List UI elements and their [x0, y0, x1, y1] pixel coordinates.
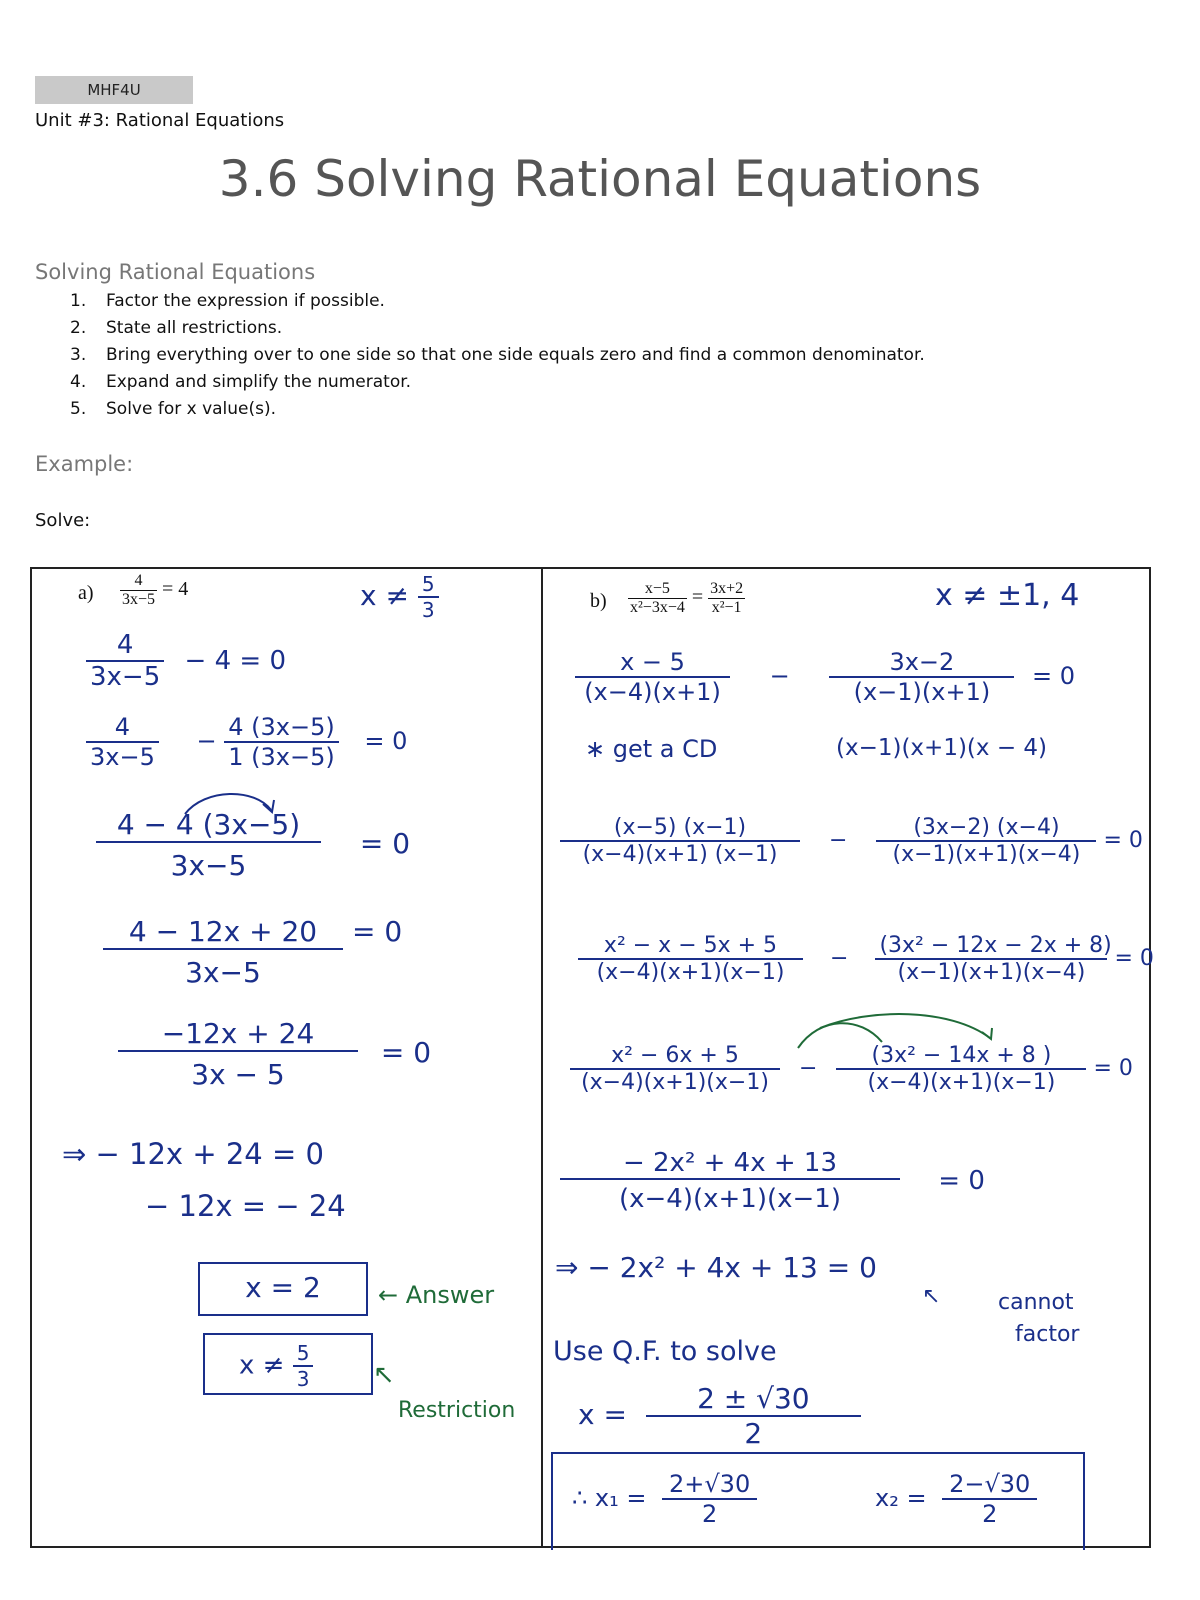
part-a-step-2 — [86, 713, 407, 771]
step-number: 4. — [70, 372, 87, 392]
step-denominator: 3x−5 — [90, 662, 161, 692]
step-equals: = 0 — [1103, 828, 1143, 853]
step-denominator-2: (x−1)(x+1) — [853, 678, 991, 706]
step-denominator: (x−4)(x+1)(x−1) — [581, 1070, 769, 1095]
cannot-factor-arrow: ↖ — [922, 1284, 941, 1309]
x-denominator: 2 — [744, 1417, 763, 1450]
step-text: Bring everything over to one side so that one side equals zero and find a common denominator. — [106, 345, 925, 365]
step-denominator: (x−4)(x+1) — [584, 678, 721, 706]
answer-note: ← Answer — [378, 1281, 495, 1309]
part-a-step-4-equals: = 0 — [352, 915, 403, 948]
part-b-step-5 — [560, 1148, 985, 1214]
part-a-step-3 — [96, 808, 410, 882]
step-numerator: 4 — [86, 630, 164, 662]
step-equals: = 0 — [359, 827, 411, 860]
part-b-restriction: x ≠ ±1, 4 — [935, 578, 1080, 613]
part-b-step-4 — [570, 1043, 1133, 1095]
problem-rhs-denominator: x²−1 — [711, 599, 742, 616]
final-x2 — [875, 1470, 1037, 1528]
step-denominator: (x−4)(x+1)(x−1) — [618, 1184, 841, 1214]
restriction-arrow: ↖ — [373, 1360, 395, 1390]
step-denominator-2: (x−1)(x+1)(x−4) — [892, 842, 1081, 867]
x-lhs: x = — [578, 1398, 627, 1431]
step-numerator: 4 — [86, 713, 159, 743]
part-a-step-7: − 12x = − 24 — [145, 1189, 346, 1223]
step-equals: = 0 — [938, 1165, 985, 1196]
restriction-denominator: 3 — [421, 598, 435, 622]
step-denominator-2: (x−4)(x+1)(x−1) — [867, 1070, 1056, 1095]
step-numerator: 4 − 4 (3x−5) — [96, 808, 321, 843]
restriction-note: Restriction — [398, 1398, 516, 1423]
restriction-box-numerator: 5 — [293, 1341, 314, 1367]
unit-title: Unit #3: Rational Equations — [35, 110, 285, 131]
part-b-cd-note: ∗ get a CD — [585, 735, 718, 763]
problem-denominator: 3x−5 — [122, 591, 156, 608]
procedure-steps — [70, 288, 925, 423]
step-numerator-2: 3x−2 — [829, 648, 1014, 678]
part-a-label: a) — [78, 582, 94, 604]
step-equals: = 0 — [1093, 1056, 1133, 1081]
step-equals: = 0 — [1114, 946, 1154, 971]
cannot-factor-note-2: factor — [1015, 1322, 1080, 1347]
part-b-step-3 — [578, 933, 1154, 985]
step-minus: − — [196, 727, 217, 755]
step-text: State all restrictions. — [106, 318, 283, 338]
step-number: 3. — [70, 345, 87, 365]
part-a-step-1 — [86, 630, 286, 692]
step-numerator: −12x + 24 — [118, 1017, 358, 1052]
page-title: 3.6 Solving Rational Equations — [218, 150, 982, 208]
step-denominator-2: 1 (3x−5) — [228, 743, 335, 771]
part-b-step-2 — [560, 815, 1143, 867]
step-text: Expand and simplify the numerator. — [106, 372, 412, 392]
solve-label: Solve: — [35, 510, 91, 531]
step-item — [70, 369, 925, 396]
part-b-step-6: ⇒ − 2x² + 4x + 13 = 0 — [555, 1251, 877, 1284]
step-rest: − 4 = 0 — [184, 645, 286, 676]
step-numerator: x² − 6x + 5 — [570, 1043, 780, 1070]
step-minus: − — [830, 946, 849, 971]
step-numerator: − 2x² + 4x + 13 — [560, 1148, 900, 1180]
step-numerator: x − 5 — [575, 648, 730, 678]
part-a-step-5 — [118, 1017, 431, 1091]
step-text: Factor the expression if possible. — [106, 291, 385, 311]
step-equals: = 0 — [380, 1036, 432, 1069]
step-numerator-2: (3x−2) (x−4) — [876, 815, 1096, 842]
step-numerator-2: (3x² − 12x − 2x + 8) — [875, 933, 1107, 960]
step-numerator-2: 4 (3x−5) — [224, 713, 338, 743]
step-denominator-2: (x−1)(x+1)(x−4) — [897, 960, 1086, 985]
problem-lhs-numerator: x−5 — [628, 580, 687, 599]
problem-rhs-numerator: 3x+2 — [710, 580, 744, 597]
restriction-box-text: x ≠ — [239, 1350, 285, 1381]
restriction-numerator: 5 — [418, 572, 439, 598]
part-b-quadratic-formula — [578, 1382, 861, 1450]
column-divider — [541, 567, 543, 1548]
problem-lhs-denominator: x²−3x−4 — [630, 599, 685, 616]
part-b-problem — [628, 580, 745, 617]
x2-lhs: x₂ = — [875, 1484, 927, 1512]
x2-denominator: 2 — [982, 1500, 998, 1528]
x2-numerator: 2−√30 — [942, 1470, 1037, 1500]
step-item — [70, 288, 925, 315]
qf-note: Use Q.F. to solve — [553, 1336, 777, 1367]
restriction-box — [203, 1333, 373, 1395]
step-minus: − — [829, 828, 848, 853]
part-b-label: b) — [590, 590, 607, 612]
step-denominator: 3x−5 — [90, 743, 155, 771]
distribute-arrow-2 — [820, 1014, 990, 1038]
cannot-factor-note-1: cannot — [998, 1290, 1074, 1315]
step-numerator: x² − x − 5x + 5 — [578, 933, 803, 960]
step-denominator: (x−4)(x+1) (x−1) — [582, 842, 778, 867]
step-text: Solve for x value(s). — [106, 399, 277, 419]
step-item — [70, 396, 925, 423]
x1-numerator: 2+√30 — [662, 1470, 757, 1500]
problem-equals: = — [691, 586, 704, 609]
step-number: 2. — [70, 318, 87, 338]
step-numerator: 4 − 12x + 20 — [103, 915, 343, 950]
step-denominator: (x−4)(x+1)(x−1) — [596, 960, 785, 985]
final-x1 — [572, 1470, 757, 1528]
step-number: 1. — [70, 291, 87, 311]
step-minus: − — [769, 662, 790, 690]
x-numerator: 2 ± √30 — [646, 1382, 861, 1417]
part-a-step-6: ⇒ − 12x + 24 = 0 — [62, 1137, 324, 1171]
part-a-step-4 — [103, 915, 343, 989]
problem-rhs: = 4 — [162, 578, 189, 601]
step-denominator: 3x−5 — [185, 956, 261, 989]
step-denominator: 3x − 5 — [191, 1058, 285, 1091]
x1-denominator: 2 — [701, 1500, 718, 1528]
part-b-step-1 — [575, 648, 1075, 706]
step-equals: = 0 — [364, 727, 408, 755]
problem-numerator: 4 — [120, 572, 157, 591]
part-b-common-denominator: (x−1)(x+1)(x − 4) — [836, 735, 1048, 761]
distribute-arrow-head — [982, 1028, 992, 1039]
part-a-restriction — [360, 572, 439, 622]
step-number: 5. — [70, 399, 87, 419]
step-item — [70, 315, 925, 342]
procedure-heading: Solving Rational Equations — [35, 260, 316, 284]
example-heading: Example: — [35, 452, 134, 476]
course-code-badge: MHF4U — [35, 76, 193, 104]
step-minus: − — [799, 1056, 818, 1081]
step-item — [70, 342, 925, 369]
step-numerator-2: (3x² − 14x + 8 ) — [836, 1043, 1086, 1070]
restriction-text: x ≠ — [360, 579, 409, 612]
part-a-problem — [120, 572, 188, 609]
step-numerator: (x−5) (x−1) — [560, 815, 800, 842]
step-equals: = 0 — [1032, 662, 1076, 690]
answer-box: x = 2 — [198, 1262, 368, 1316]
step-denominator: 3x−5 — [170, 849, 247, 882]
therefore-x1: ∴ x₁ = — [572, 1484, 647, 1512]
restriction-box-denominator: 3 — [296, 1367, 310, 1391]
